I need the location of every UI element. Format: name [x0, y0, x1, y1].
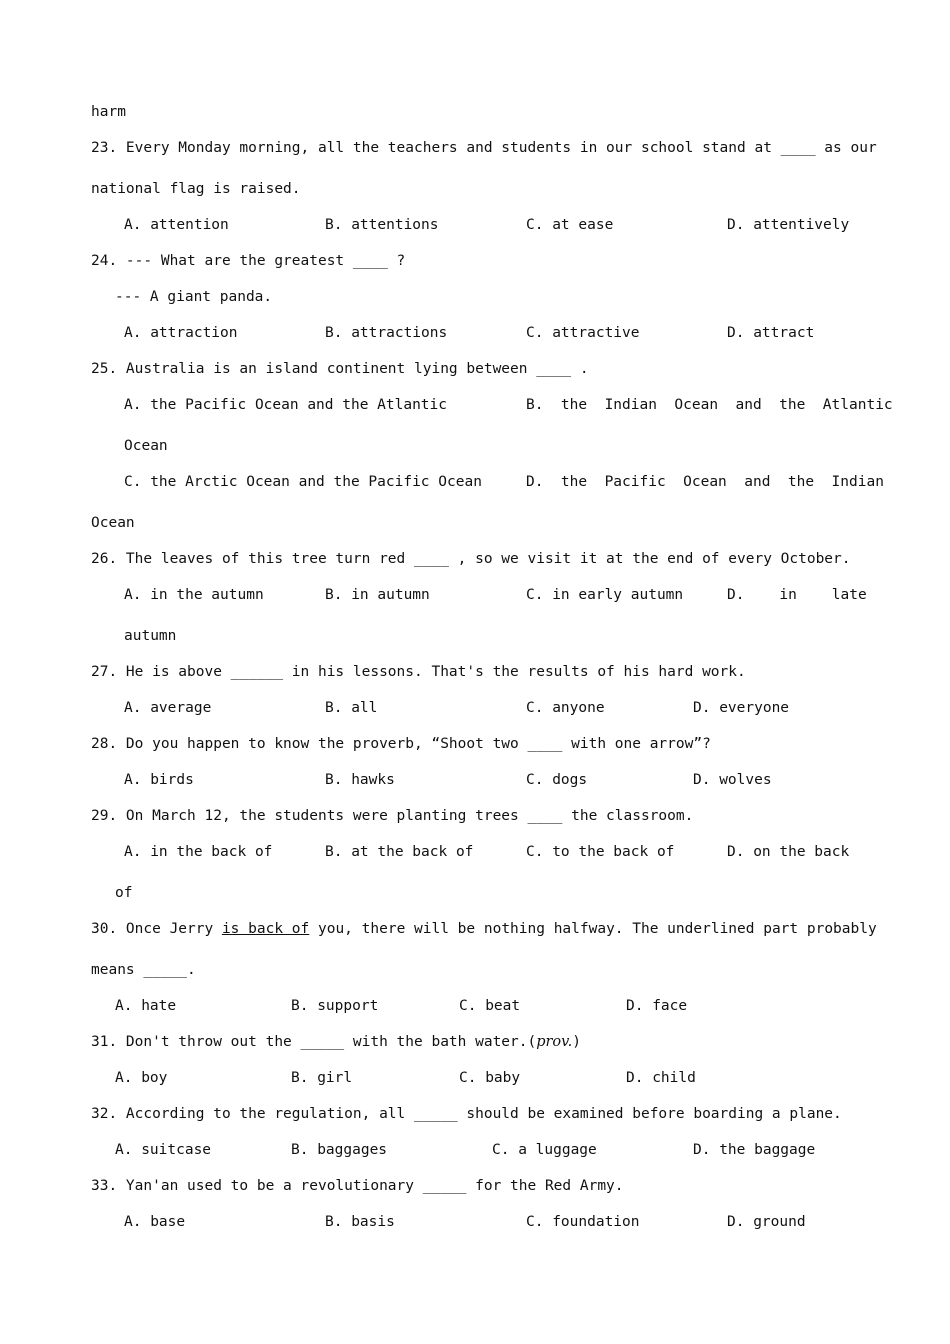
q33-option-d: D. ground [727, 1214, 806, 1230]
question-26-stem: 26. The leaves of this tree turn red ____ , so we visit it at the end of every October. [91, 551, 851, 567]
q27-option-d: D. everyone [693, 700, 790, 716]
q23-option-d: D. attentively [727, 217, 850, 233]
question-30-stem-cont: means _____. [91, 962, 196, 978]
q31-option-d: D. child [626, 1070, 696, 1086]
q33-option-c: C. foundation [526, 1214, 640, 1230]
question-25-stem: 25. Australia is an island continent lying between ____ . [91, 361, 589, 377]
q32-option-a: A. suitcase [115, 1142, 212, 1158]
q30-option-d: D. face [626, 998, 688, 1014]
q25-option-a: A. the Pacific Ocean and the Atlantic [124, 397, 448, 413]
question-31-stem [91, 1032, 581, 1052]
q29-option-c: C. to the back of [526, 844, 675, 860]
q31-option-c: C. baby [459, 1070, 521, 1086]
q27-option-a: A. average [124, 700, 212, 716]
q28-option-c: C. dogs [526, 772, 588, 788]
q24-option-b: B. attractions [325, 325, 448, 341]
question-24-stem: 24. --- What are the greatest ____ ? [91, 253, 406, 269]
q25-option-c: C. the Arctic Ocean and the Pacific Ocean [124, 474, 482, 490]
q24-option-a: A. attraction [124, 325, 238, 341]
question-23-stem-cont: national flag is raised. [91, 181, 301, 197]
q27-option-c: C. anyone [526, 700, 605, 716]
q23-option-c: C. at ease [526, 217, 614, 233]
q31-option-a: A. boy [115, 1070, 168, 1086]
q27-option-b: B. all [325, 700, 378, 716]
q30-option-b: B. support [291, 998, 379, 1014]
q28-option-d: D. wolves [693, 772, 772, 788]
carry-over-text: harm [91, 104, 126, 120]
q25-option-d-wrap: Ocean [91, 515, 135, 531]
q30-underlined-phrase: is back of [221, 921, 310, 937]
q33-option-a: A. base [124, 1214, 186, 1230]
q26-option-b: B. in autumn [325, 587, 430, 603]
q30-stem-pre: 30. Once Jerry [91, 921, 222, 937]
q29-option-a: A. in the back of [124, 844, 273, 860]
q26-option-d-wrap: autumn [124, 628, 177, 644]
q23-option-b: B. attentions [325, 217, 439, 233]
question-27-stem: 27. He is above ______ in his lessons. That's the results of his hard work. [91, 664, 746, 680]
q29-option-d-wrap: of [115, 885, 133, 901]
q23-option-a: A. attention [124, 217, 229, 233]
q28-option-b: B. hawks [325, 772, 395, 788]
q31-stem-post: ) [572, 1034, 581, 1050]
question-30-stem [91, 919, 877, 939]
q24-option-c: C. attractive [526, 325, 640, 341]
q33-option-b: B. basis [325, 1214, 395, 1230]
q25-option-b-wrap: Ocean [124, 438, 168, 454]
question-32-stem: 32. According to the regulation, all _____ should be examined before boarding a plane. [91, 1106, 842, 1122]
q26-option-c: C. in early autumn [526, 587, 684, 603]
q28-option-a: A. birds [124, 772, 194, 788]
q29-option-b: B. at the back of [325, 844, 474, 860]
q32-option-d: D. the baggage [693, 1142, 816, 1158]
q26-option-d: D. in late [727, 587, 867, 603]
q30-stem-post: you, there will be nothing halfway. The underlined part probably [309, 921, 877, 937]
q26-option-a: A. in the autumn [124, 587, 264, 603]
question-29-stem: 29. On March 12, the students were planting trees ____ the classroom. [91, 808, 694, 824]
q32-option-c: C. a luggage [492, 1142, 597, 1158]
question-28-stem: 28. Do you happen to know the proverb, “Shoot two ____ with one arrow”? [91, 736, 711, 752]
q31-stem-pre: 31. Don't throw out the _____ with the bath water.( [91, 1034, 537, 1050]
q24-option-d: D. attract [727, 325, 815, 341]
q32-option-b: B. baggages [291, 1142, 388, 1158]
question-24-answer-line: --- A giant panda. [115, 289, 273, 305]
q25-option-d: D. the Pacific Ocean and the Indian [526, 474, 884, 490]
question-33-stem: 33. Yan'an used to be a revolutionary _____ for the Red Army. [91, 1178, 624, 1194]
question-23-stem: 23. Every Monday morning, all the teachers and students in our school stand at ____ as our [91, 140, 877, 156]
q30-option-c: C. beat [459, 998, 521, 1014]
q31-option-b: B. girl [291, 1070, 353, 1086]
q25-option-b: B. the Indian Ocean and the Atlantic [526, 397, 893, 413]
q30-option-a: A. hate [115, 998, 177, 1014]
q31-prov-abbrev: prov. [536, 1034, 573, 1050]
q29-option-d: D. on the back [727, 844, 850, 860]
